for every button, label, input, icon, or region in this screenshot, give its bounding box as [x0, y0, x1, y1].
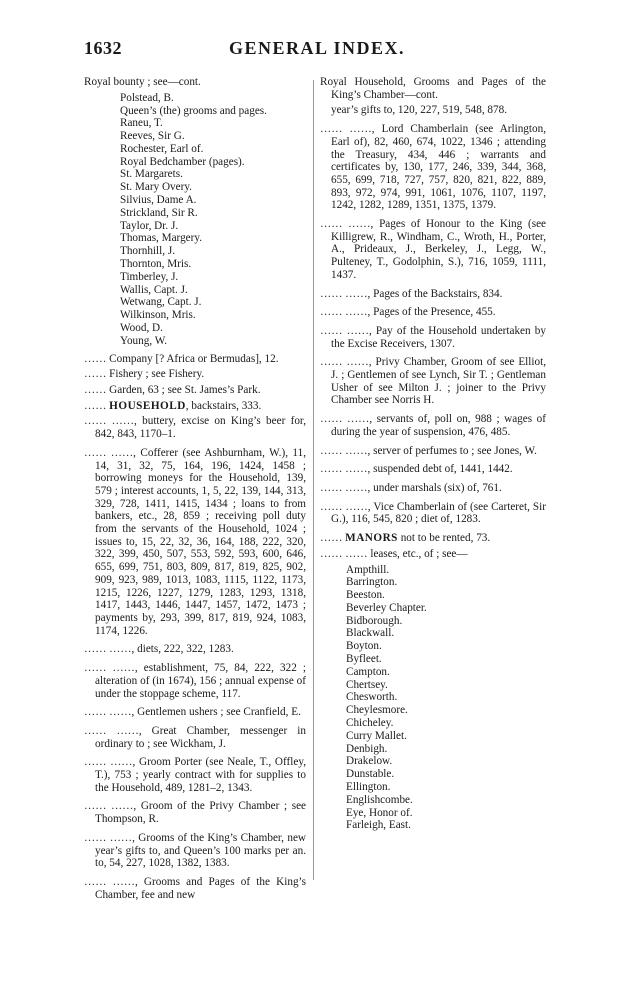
entry-text: , backstairs, 333.	[185, 399, 262, 412]
list-item: St. Mary Overy.	[120, 181, 192, 194]
page-number: 1632	[84, 38, 122, 58]
index-entry: …… ……, Great Chamber, messenger in ordinary to ; see Wickham, J.	[84, 724, 306, 750]
list-item: St. Margarets.	[120, 168, 183, 181]
index-entry: …… ……, Grooms of the King’s Chamber, new year’s gifts to, and Queen’s 100 marks per an. to, 54, 227, 1028, 1382, 1383.	[84, 831, 306, 870]
list-item: Wood, D.	[120, 322, 163, 335]
index-entry-continued-heading: Royal Household, Grooms and Pages of the King’s Chamber—cont.	[320, 76, 546, 101]
index-entry: …… ……, Groom Porter (see Neale, T., Offley, T.), 753 ; yearly contract with for supplies to the Household, 489, 1281–2, 1343.	[84, 756, 306, 794]
list-item: Taylor, Dr. J.	[120, 219, 179, 232]
list-item: Young, W.	[120, 334, 168, 347]
index-entry: …… ……, Gentlemen ushers ; see Cranfield, E.	[84, 706, 301, 719]
list-item: Chertsey.	[346, 678, 388, 691]
list-item: Royal Bedchamber (pages).	[120, 155, 245, 168]
list-item: Strickland, Sir R.	[120, 206, 198, 219]
index-entry: …… ……, Cofferer (see Ashburnham, W.), 11, 14, 31, 32, 75, 164, 196, 1424, 1458 ; borrowing moneys for the Household, 139, 579 ; interest accounts, 1, 5, 22, 139, 144, 313, 329, 728, 1411, 1415, 1434 ; loans to from bankers, etc., 28, 859 ; receiving poll duty from the servants of the Household, 1024 ; issues to, 15, 22, 32, 36, 164, 188, 222, 320, 322, 399, 450, 507, 553, 592, 593, 600, 646, 655, 699, 751, 803, 809, 817, 819, 825, 902, 909, 923, 989, 1013, 1083, 1115, 1122, 1173, 1215, 1226, 1227, 1279, 1283, 1293, 1318, 1417, 1443, 1446, 1447, 1457, 1472, 1473 ; payments by, 293, 399, 817, 819, 924, 1083, 1174, 1226.	[84, 446, 306, 637]
left-column	[84, 76, 306, 907]
index-entry: …… ……, server of perfumes to ; see Jones, W.	[320, 444, 537, 457]
section-title-household: HOUSEHOLD	[109, 399, 186, 412]
index-entry: …… ……, Groom of the Privy Chamber ; see Thompson, R.	[84, 800, 306, 826]
list-item: Reeves, Sir G.	[120, 130, 185, 143]
leader-dots: ……	[320, 532, 343, 545]
index-entry: …… ……, Grooms and Pages of the King’s Chamber, fee and new	[84, 875, 306, 901]
list-item: Denbigh.	[346, 742, 388, 755]
list-item: Thomas, Margery.	[120, 232, 203, 245]
index-entry: …… ……, under marshals (six) of, 761.	[320, 481, 502, 494]
list-item: Bidborough.	[346, 614, 403, 627]
index-entry: …… ……, Pay of the Household undertaken by the Excise Receivers, 1307.	[320, 324, 546, 350]
list-item: Wetwang, Capt. J.	[120, 296, 202, 309]
index-entry: …… ……, Lord Chamberlain (see Arlington, Earl of), 82, 460, 674, 1022, 1346 ; attending the Treasury, 434, 446 ; warrants and certificates by, 130, 177, 246, 339, 344, 368, 655, 699, 718, 727, 757, 820, 821, 822, 889, 893, 972, 974, 991, 1061, 1076, 1107, 1197, 1242, 1282, 1289, 1351, 1375, 1379.	[320, 123, 546, 212]
index-entry-heading: Royal bounty ; see—cont.	[84, 76, 201, 88]
list-item: Rochester, Earl of.	[120, 142, 204, 155]
list-item: Thornhill, J.	[120, 245, 176, 258]
leader-dots: ……	[84, 399, 107, 412]
section-title-manors: MANORS	[345, 532, 398, 545]
right-column	[320, 76, 546, 837]
list-item: Boyton.	[346, 640, 382, 653]
list-item: Beverley Chapter.	[346, 601, 427, 614]
list-item: Chesworth.	[346, 691, 398, 704]
running-head: GENERAL INDEX.	[228, 38, 406, 58]
list-item: Queen’s (the) grooms and pages.	[120, 104, 267, 117]
list-item: Farleigh, East.	[346, 819, 411, 832]
list-item: Byfleet.	[346, 653, 382, 666]
name-list	[84, 92, 306, 348]
list-item: Wilkinson, Mris.	[120, 309, 196, 322]
page-header	[84, 38, 550, 64]
list-item: Ampthill.	[346, 563, 390, 576]
list-item: Barrington.	[346, 576, 398, 589]
index-entry: …… Garden, 63 ; see St. James’s Park.	[84, 384, 261, 397]
list-item: Timberley, J.	[120, 270, 179, 283]
list-item: Blackwall.	[346, 627, 395, 640]
list-item: Polstead, B.	[120, 91, 174, 104]
index-entry: …… ……, buttery, excise on King’s beer for, 842, 843, 1170–1.	[84, 415, 306, 441]
index-entry: …… ……, suspended debt of, 1441, 1442.	[320, 463, 513, 476]
place-list	[320, 564, 546, 833]
column-divider	[313, 80, 314, 880]
list-item: Dunstable.	[346, 768, 395, 781]
index-entry: …… Company [? Africa or Bermudas], 12.	[84, 352, 279, 365]
index-entry: …… ……, Pages of the Presence, 455.	[320, 306, 496, 319]
index-entry-household	[84, 400, 306, 413]
list-item: Raneu, T.	[120, 117, 163, 130]
index-entry: …… ……, Privy Chamber, Groom of see Elliot, J. ; Gentlemen of see Lynch, Sir T. ; Gentleman Usher of see Milton J. ; joiner to the Privy Chamber see Norris H.	[320, 356, 546, 407]
list-item: Beeston.	[346, 589, 385, 602]
index-entry: …… ……, Pages of Honour to the King (see Killigrew, R., Windham, C., Wroth, H., Porter, A., Prideaux, J., Berkeley, J., Legg, W., Pulteney, T., Godolphin, S.), 716, 1059, 1111, 1437.	[320, 218, 546, 281]
list-item: Drakelow.	[346, 755, 393, 768]
list-item: Cheylesmore.	[346, 704, 408, 717]
index-entry: …… ……, diets, 222, 322, 1283.	[84, 643, 234, 656]
index-entry: …… …… leases, etc., of ; see—	[320, 547, 468, 560]
list-item: Chicheley.	[346, 717, 394, 730]
list-item: Thornton, Mris.	[120, 258, 192, 271]
list-item: Campton.	[346, 665, 390, 678]
index-entry: …… ……, Pages of the Backstairs, 834.	[320, 287, 503, 300]
list-item: Curry Mallet.	[346, 729, 407, 742]
index-entry: …… ……, Vice Chamberlain of (see Carteret, Sir G.), 116, 545, 820 ; diet of, 1283.	[320, 500, 546, 526]
list-item: Eye, Honor of.	[346, 806, 413, 819]
list-item: Silvius, Dame A.	[120, 194, 197, 207]
list-item: Englishcombe.	[346, 793, 413, 806]
entry-text: not to be rented, 73.	[397, 532, 491, 545]
index-entry: …… ……, establishment, 75, 84, 222, 322 ; alteration of (in 1674), 156 ; annual expense of under the stoppage scheme, 117.	[84, 662, 306, 700]
index-entry: …… Fishery ; see Fishery.	[84, 368, 205, 381]
index-entry-manors	[320, 532, 546, 545]
index-entry-continued-text: year’s gifts to, 120, 227, 519, 548, 878.	[331, 104, 507, 117]
index-entry: …… ……, servants of, poll on, 988 ; wages of during the year of suspension, 476, 485.	[320, 413, 546, 438]
list-item: Ellington.	[346, 781, 391, 794]
list-item: Wallis, Capt. J.	[120, 283, 188, 296]
